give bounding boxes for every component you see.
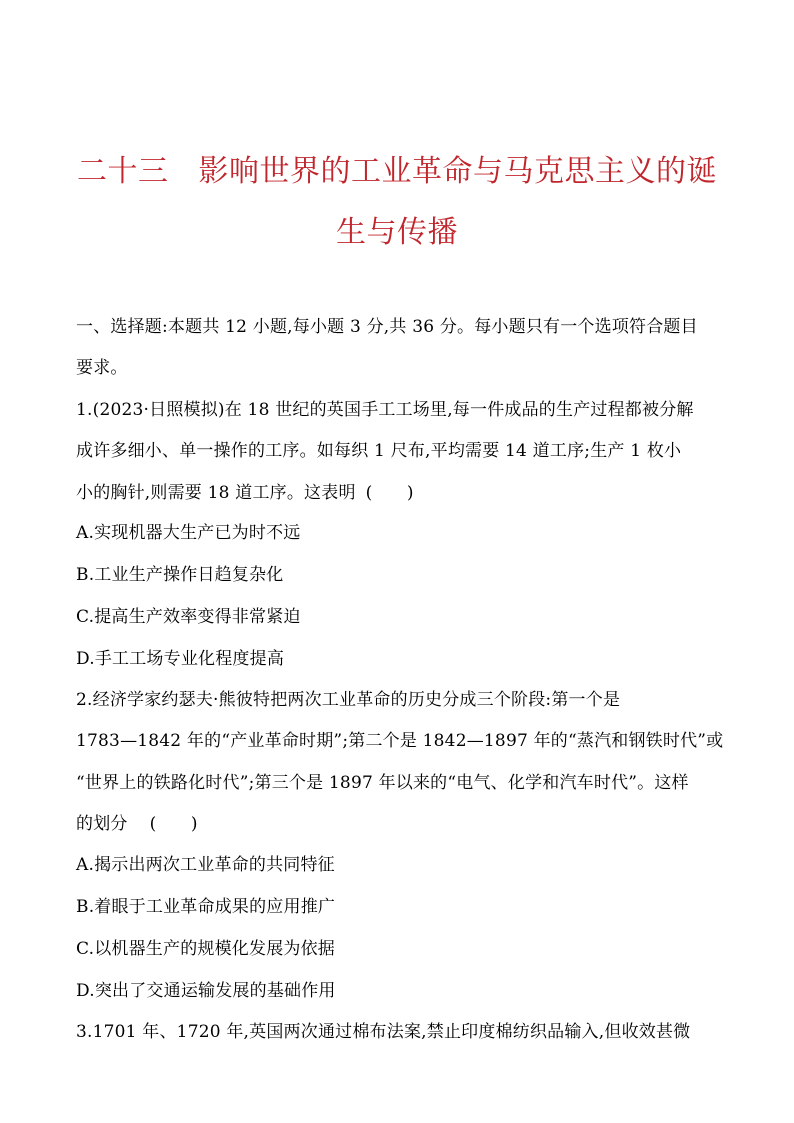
question-2-text: 2.经济学家约瑟夫·熊彼特把两次工业革命的历史分成三个阶段:第一个是 [76,690,621,710]
question-2-option-c: C.以机器生产的规模化发展为依据 [76,939,336,959]
question-1-option-a: A.实现机器大生产已为时不远 [76,523,301,543]
title-number: 二十三 [77,154,169,189]
question-2-stem-end: 的划分 [76,814,128,834]
section-heading-cont: 要求。 [76,358,128,378]
question-1-text: 1.(2023·日照模拟)在 18 世纪的英国手工工场里,每一件成品的生产过程都被分解 [76,400,694,420]
section-heading: 一、选择题:本题共 12 小题,每小题 3 分,共 36 分。每小题只有一个选项符合题目 [76,317,698,337]
question-1-option-c: C.提高生产效率变得非常紧迫 [76,607,301,627]
question-2-text: “世界上的铁路化时代”;第三个是 1897 年以来的“电气、化学和汽车时代”。这样 [76,773,689,793]
question-2-text [76,812,726,836]
question-1-option-b: B.工业生产操作日趋复杂化 [76,565,284,585]
question-2-option-b: B.着眼于工业革命成果的应用推广 [76,897,336,917]
question-1-stem-end: 小的胸针,则需要 18 道工序。这表明 [76,483,356,503]
page-title [0,152,794,192]
page-title-line2: 生与传播 [336,215,458,250]
question-2-option-d: D.突出了交通运输发展的基础作用 [76,981,336,1001]
question-1-text: 成许多细小、单一操作的工序。如每织 1 尺布,平均需要 14 道工序;生产 1 枚小 [76,441,682,461]
answer-blank: ( ) [365,483,414,503]
question-3-text: 3.1701 年、1720 年,英国两次通过棉布法案,禁止印度棉纺织品输入,但收效甚微 [76,1022,691,1042]
question-2-option-a: A.揭示出两次工业革命的共同特征 [76,855,335,875]
answer-blank: ( ) [149,814,198,834]
question-1-text [76,481,726,505]
question-1-option-d: D.手工工场专业化程度提高 [76,649,285,669]
title-text: 影响世界的工业革命与马克思主义的诞 [198,154,717,189]
question-2-text: 1783—1842 年的“产业革命时期”;第二个是 1842—1897 年的“蒸汽和钢铁时代”或 [76,731,724,751]
